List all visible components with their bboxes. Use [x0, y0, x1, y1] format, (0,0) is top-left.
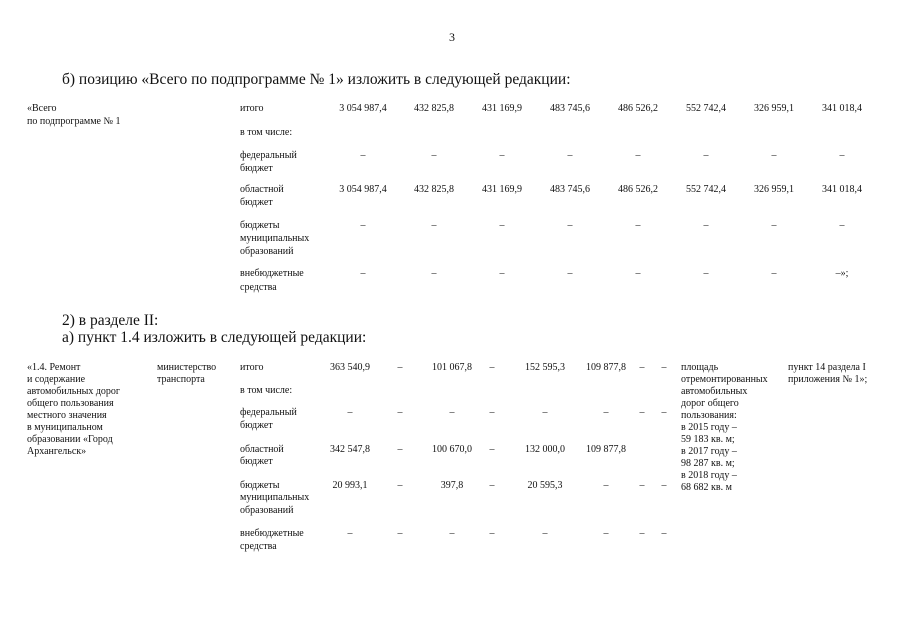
table1-cell: – [567, 220, 573, 231]
table2-indicator-line: 59 183 кв. м; [681, 434, 735, 445]
table1-row-label: средства [240, 282, 277, 293]
table1-row-label: образований [240, 246, 294, 257]
table2-row-label: образований [240, 505, 294, 516]
table2-row-label: итого [240, 362, 264, 373]
table1-cell: – [360, 150, 366, 161]
table2-executor-line: министерство [157, 362, 217, 373]
table2-cell: – [489, 362, 495, 373]
table2-cell: 363 540,9 [330, 362, 370, 373]
table1-cell: – [703, 150, 709, 161]
table1-cell: – [499, 220, 505, 231]
table1-cell: – [499, 150, 505, 161]
table1-row-label: бюджет [240, 163, 273, 174]
table1-cell: 552 742,4 [686, 184, 726, 195]
table1-cell: – [771, 268, 777, 279]
table2-indicator-line: пользования: [681, 410, 737, 421]
table2-cell: – [489, 480, 495, 491]
table2-cell: – [603, 407, 609, 418]
table1-cell: 3 054 987,4 [339, 103, 387, 114]
table2-row-label: бюджеты [240, 480, 280, 491]
table2-cell: – [661, 528, 667, 539]
table1-cell: – [431, 220, 437, 231]
table2-row-label: средства [240, 541, 277, 552]
table1-cell: – [635, 150, 641, 161]
table1-cell: 341 018,4 [822, 103, 862, 114]
table2-row-label: муниципальных [240, 492, 310, 503]
table2-cell: – [542, 407, 548, 418]
table2-name-line: образовании «Город [27, 434, 113, 445]
item-b-text: б) позицию «Всего по подпрограмме № 1» изложить в следующей редакции: [62, 71, 571, 88]
table1-row-label: внебюджетные [240, 268, 304, 279]
table2-cell: – [397, 362, 403, 373]
table1-cell: – [703, 220, 709, 231]
table2-row-label: федеральный [240, 407, 297, 418]
table2-cell: – [542, 528, 548, 539]
table2-name-line: общего пользования [27, 398, 114, 409]
table1-row-label: итого [240, 103, 264, 114]
table1-cell: 431 169,9 [482, 184, 522, 195]
table2-cell: – [397, 480, 403, 491]
table1-cell: – [771, 150, 777, 161]
table2-cell: – [489, 444, 495, 455]
table1-row-label: муниципальных [240, 233, 310, 244]
table2-cell: 397,8 [440, 480, 464, 491]
table1-cell: 486 526,2 [618, 103, 658, 114]
table2-cell: – [603, 528, 609, 539]
table1-name-line: по подпрограмме № 1 [27, 116, 121, 127]
item-2-text: 2) в разделе II: [62, 312, 159, 329]
table2-indicator-line: 68 682 кв. м [681, 482, 732, 493]
table2-indicator-line: дорог общего [681, 398, 739, 409]
table2-executor-line: транспорта [157, 374, 205, 385]
table2-cell: 109 877,8 [586, 362, 626, 373]
table2-reference-line: приложения № 1»; [788, 374, 868, 385]
table2-cell: – [639, 362, 645, 373]
table1-cell: 483 745,6 [550, 103, 590, 114]
table2-indicator-line: в 2015 году – [681, 422, 737, 433]
table1-cell: 432 825,8 [414, 184, 454, 195]
table2-row-label: бюджет [240, 420, 273, 431]
table2-cell: 20 993,1 [332, 480, 368, 491]
table2-cell: – [489, 407, 495, 418]
table2-cell: – [449, 528, 455, 539]
table1-cell: – [567, 150, 573, 161]
table1-cell: 341 018,4 [822, 184, 862, 195]
table1-row-label: в том числе: [240, 127, 293, 138]
table2-indicator-line: 98 287 кв. м; [681, 458, 735, 469]
table1-cell: 326 959,1 [754, 184, 794, 195]
table1-cell: – [499, 268, 505, 279]
table2-name-line: автомобильных дорог [27, 386, 121, 397]
table2-cell: – [661, 407, 667, 418]
table2-cell: – [639, 528, 645, 539]
table2-cell: – [449, 407, 455, 418]
table2-row-label: областной [240, 444, 284, 455]
table2-cell: 101 067,8 [432, 362, 472, 373]
table1-row-label: бюджет [240, 197, 273, 208]
table1-cell: –»; [835, 268, 849, 279]
table1-row-label: областной [240, 184, 284, 195]
table2-cell: 132 000,0 [525, 444, 565, 455]
table2-reference-line: пункт 14 раздела I [788, 362, 866, 373]
table1-cell: – [635, 268, 641, 279]
table1-cell: – [839, 220, 845, 231]
table2-cell: – [347, 407, 353, 418]
table1-cell: 3 054 987,4 [339, 184, 387, 195]
table2-cell: – [347, 528, 353, 539]
table2-cell: – [661, 480, 667, 491]
table2-cell: – [603, 480, 609, 491]
table2-indicator-line: в 2018 году – [681, 470, 737, 481]
table2-name-line: «1.4. Ремонт [27, 362, 81, 373]
table1-cell: – [771, 220, 777, 231]
table1-row-label: бюджеты [240, 220, 280, 231]
table1-cell: 483 745,6 [550, 184, 590, 195]
table1-cell: 431 169,9 [482, 103, 522, 114]
table2-name-line: местного значения [27, 410, 107, 421]
table2-cell: – [397, 444, 403, 455]
table2-row-label: внебюджетные [240, 528, 304, 539]
table2-indicator-line: площадь [681, 362, 719, 373]
table1-cell: 552 742,4 [686, 103, 726, 114]
table2-cell: – [489, 528, 495, 539]
page-number: 3 [449, 30, 455, 44]
item-a-text: а) пункт 1.4 изложить в следующей редакции: [62, 329, 367, 346]
table2-cell: 109 877,8 [586, 444, 626, 455]
table2-name-line: в муниципальном [27, 422, 103, 433]
table2-cell: – [397, 407, 403, 418]
table2-row-label: бюджет [240, 456, 273, 467]
table1-cell: 486 526,2 [618, 184, 658, 195]
table1-row-label: федеральный [240, 150, 297, 161]
table2-cell: – [639, 407, 645, 418]
table2-name-line: Архангельск» [27, 446, 87, 457]
table1-cell: – [567, 268, 573, 279]
table2-cell: – [397, 528, 403, 539]
table2-cell: 152 595,3 [525, 362, 565, 373]
table2-cell: 100 670,0 [432, 444, 472, 455]
table1-cell: – [703, 268, 709, 279]
table2-indicator-line: в 2017 году – [681, 446, 737, 457]
table1-cell: 326 959,1 [754, 103, 794, 114]
table1-cell: – [431, 268, 437, 279]
table1-cell: – [839, 150, 845, 161]
table2-cell: 342 547,8 [330, 444, 370, 455]
table2-indicator-line: автомобильных [681, 386, 748, 397]
table1-cell: – [360, 268, 366, 279]
table2-row-label: в том числе: [240, 385, 293, 396]
table2-cell: 20 595,3 [527, 480, 563, 491]
table2-cell: – [661, 362, 667, 373]
table1-cell: 432 825,8 [414, 103, 454, 114]
table1-cell: – [360, 220, 366, 231]
table1-name-line: «Всего [27, 103, 57, 114]
table1-cell: – [635, 220, 641, 231]
table2-name-line: и содержание [27, 374, 86, 385]
table2-indicator-line: отремонтированных [681, 374, 768, 385]
table2-cell: – [639, 480, 645, 491]
table1-cell: – [431, 150, 437, 161]
